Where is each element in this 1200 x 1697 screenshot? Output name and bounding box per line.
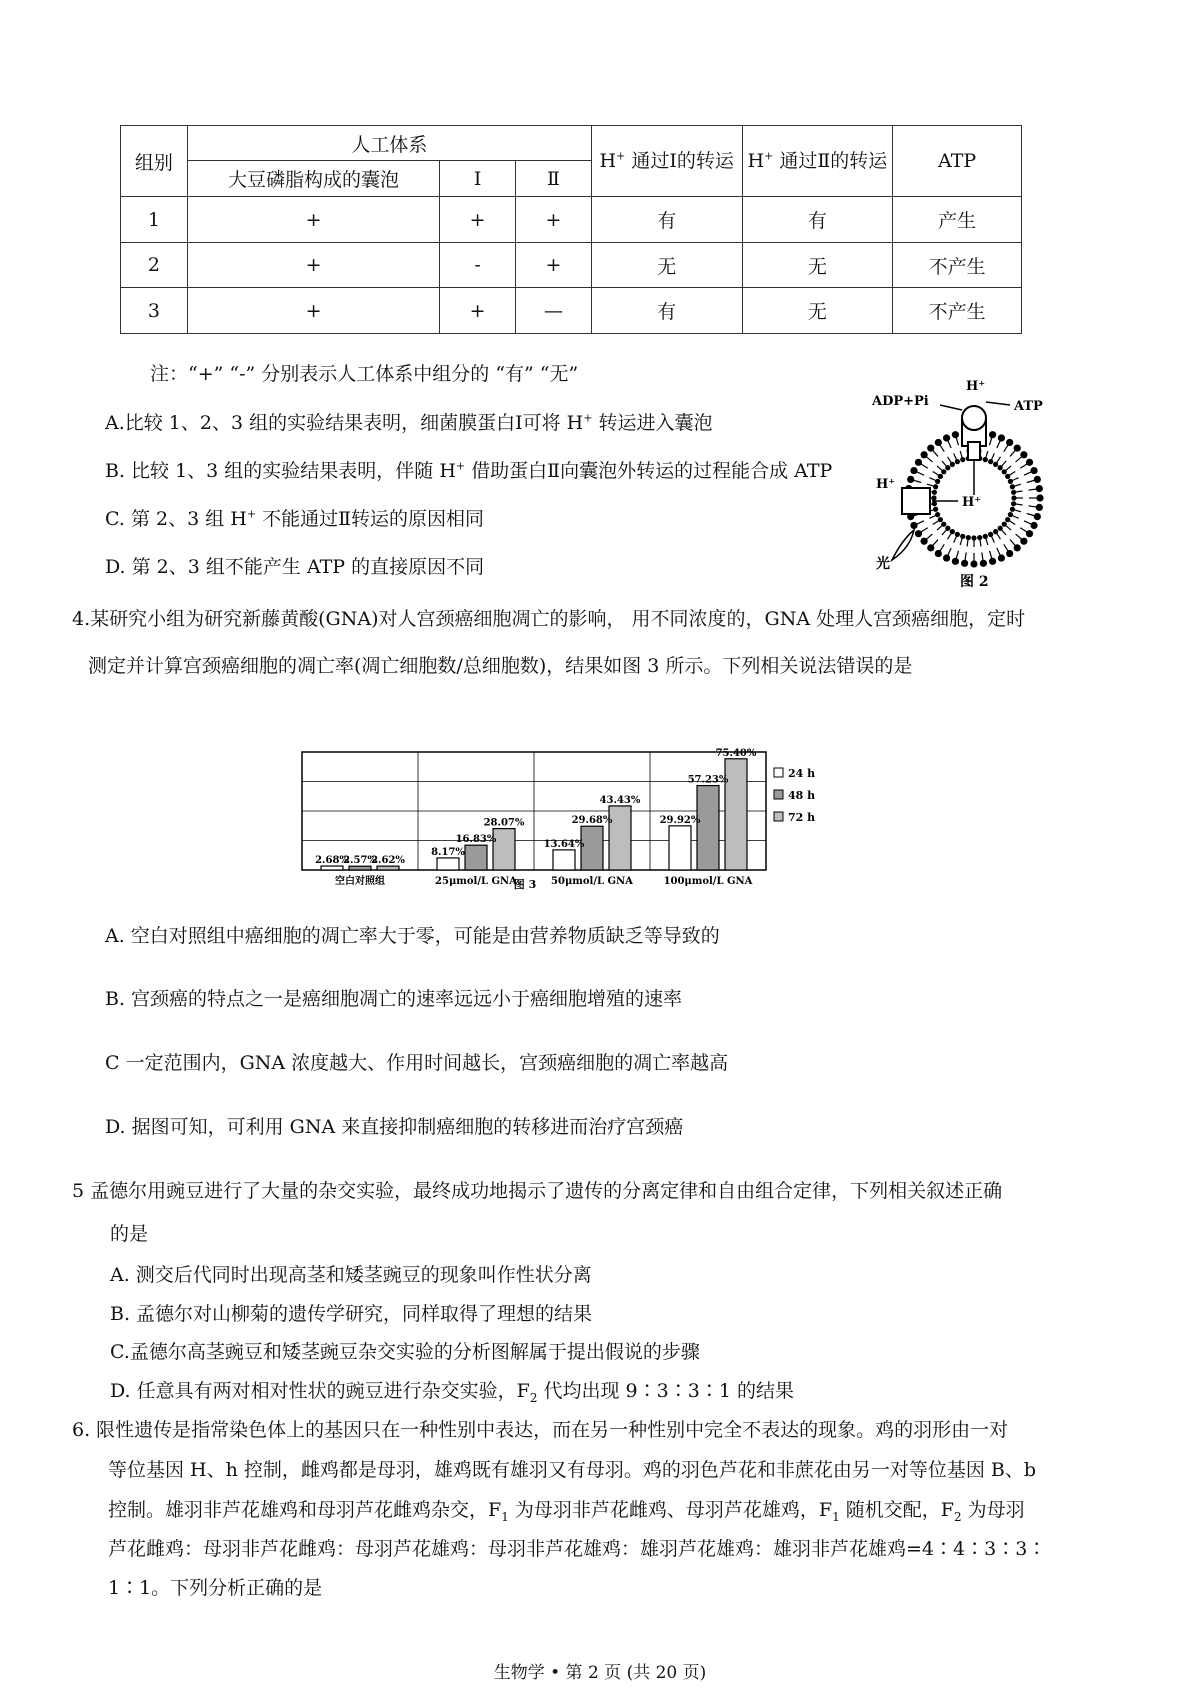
- label-atp: ATP: [1014, 399, 1043, 414]
- label-h-left: H⁺: [876, 477, 896, 492]
- bar: [437, 858, 459, 870]
- atp-synthase-top: [962, 406, 986, 430]
- header-atp: ATP: [893, 126, 1022, 197]
- q5-option-a: A. 测交后代同时出现高茎和矮茎豌豆的现象叫作性状分离: [110, 1264, 592, 1286]
- lipid-tail: [948, 457, 953, 465]
- q6-stem-line-2: 等位基因 H、h 控制，雌鸡都是母羽，雄鸡既有雄羽又有母羽。鸡的羽色芦花和非蔗花由另一对等位基因 B、b: [108, 1459, 1037, 1481]
- bar: [377, 866, 399, 870]
- cell: —: [516, 288, 592, 334]
- cell: 无: [742, 243, 893, 288]
- figure-2-caption: 图 2: [960, 574, 989, 590]
- category-label: 100μmol/L GNA: [663, 876, 753, 887]
- q6-stem-line-4: 芦花雌鸡：母羽非芦花雌鸡：母羽芦花雄鸡：母羽非芦花雄鸡：雄羽芦花雄鸡：雄羽非芦花雄鸡=4∶4∶3∶3∶: [108, 1538, 1047, 1560]
- lipid-tail: [996, 532, 1001, 540]
- category-label: 空白对照组: [335, 876, 385, 887]
- cell: 无: [742, 288, 893, 334]
- lipid-tail: [1000, 461, 1006, 468]
- data-label: 29.92%: [659, 814, 701, 826]
- data-label: 2.57%: [343, 855, 377, 867]
- legend-label: 24 h: [788, 767, 816, 780]
- data-label: 57.23%: [687, 774, 729, 786]
- cell: +: [516, 197, 592, 243]
- header-group: 组别: [121, 126, 188, 197]
- q3-option-a: A.比较 1、2、3 组的实验结果表明，细菌膜蛋白Ⅰ可将 H+ 转运进入囊泡: [105, 411, 713, 434]
- lipid-head: [1008, 512, 1013, 517]
- lipid-head: [952, 558, 959, 565]
- cell: -: [440, 243, 516, 288]
- q5-option-b: B. 孟德尔对山柳菊的遗传学研究，同样取得了理想的结果: [110, 1303, 593, 1325]
- lipid-tail: [933, 520, 941, 525]
- cell: 不产生: [893, 243, 1022, 288]
- category-label: 25μmol/L GNA: [435, 876, 517, 887]
- lipid-head: [1034, 513, 1041, 520]
- lipid-tail: [931, 540, 938, 548]
- category-label: 50μmol/L GNA: [551, 876, 633, 887]
- data-label: 29.68%: [571, 815, 613, 827]
- lipid-tail: [937, 466, 944, 472]
- cell: 产生: [893, 197, 1022, 243]
- lipid-head: [935, 479, 940, 484]
- legend-swatch: [774, 812, 783, 821]
- lipid-tail: [1010, 540, 1017, 548]
- lipid-tail: [1016, 455, 1024, 462]
- lipid-head: [910, 522, 917, 529]
- lipid-head: [910, 467, 917, 474]
- page-footer: 生物学 • 第 2 页 (共 20 页): [493, 1663, 707, 1683]
- q6-stem-line-3: 控制。雄羽非芦花雄鸡和母羽芦花雌鸡杂交，$F_1$ 为母羽非芦花雌鸡、母羽芦花雄鸡，$F_1$ 随机交配，$F_2$ 为母羽: [108, 1499, 1025, 1524]
- lipid-head: [989, 558, 996, 565]
- category-labels: [335, 874, 753, 887]
- table-note: 注：“+” “-” 分别表示人工体系中组分的 “有” “无”: [150, 363, 579, 385]
- atp-synthase-stalk: [968, 442, 980, 460]
- cell: 3: [121, 288, 188, 334]
- figure-2-vesicle-diagram: [872, 379, 1070, 590]
- data-label: 75.40%: [715, 747, 757, 759]
- header-h-through-2: H+ 通过Ⅱ的转运: [742, 126, 893, 197]
- q4-option-c: C 一定范围内，GNA 浓度越大、作用时间越长，宫颈癌细胞的凋亡率越高: [105, 1052, 729, 1074]
- table-row: [121, 243, 1022, 288]
- header-protein-2: Ⅱ: [516, 161, 592, 197]
- data-label: 2.62%: [371, 855, 405, 867]
- q4-option-d: D. 据图可知，可利用 GNA 来直接抑制癌细胞的转移进而治疗宫颈癌: [105, 1116, 684, 1138]
- label-adp: ADP+Pi: [872, 394, 929, 409]
- q4-option-a: A. 空白对照组中癌细胞的凋亡率大于零，可能是由营养物质缺乏等导致的: [105, 925, 720, 947]
- data-label: 13.64%: [543, 838, 585, 850]
- cell: 2: [121, 243, 188, 288]
- figure-3-chart: [300, 700, 840, 890]
- lipid-tail: [931, 448, 938, 456]
- lipid-tail: [1010, 448, 1017, 456]
- cell: 不产生: [893, 288, 1022, 334]
- q4-option-b: B. 宫颈癌的特点之一是癌细胞凋亡的速率远远小于癌细胞增殖的速率: [105, 988, 683, 1010]
- legend-swatch: [774, 768, 783, 777]
- table-row: [121, 288, 1022, 334]
- arrow-line: [940, 405, 962, 410]
- lipid-tail: [924, 455, 932, 462]
- data-label: 16.83%: [455, 834, 497, 846]
- bar: [553, 850, 575, 870]
- lipid-tail: [1000, 528, 1006, 535]
- q6-stem-line-1: 6. 限性遗传是指常染色体上的基因只在一种性别中表达，而在另一种性别中完全不表达的现象。鸡的羽形由一对: [72, 1419, 1009, 1441]
- legend: [774, 767, 815, 824]
- q4-stem-line-2: 测定并计算宫颈癌细胞的凋亡率(凋亡细胞数/总细胞数)，结果如图 3 所示。下列相关说法错误的是: [88, 655, 913, 677]
- q4-stem-line-1: 4.某研究小组为研究新藤黄酸(GNA)对人宫颈癌细胞凋亡的影响， 用不同浓度的，GNA 处理人宫颈癌细胞，定时: [72, 608, 1026, 630]
- lipid-head: [935, 512, 940, 517]
- cell: 1: [121, 197, 188, 243]
- light-icon: [892, 530, 914, 560]
- data-label: 43.43%: [599, 794, 641, 806]
- cell: +: [187, 288, 439, 334]
- lipid-head: [989, 431, 996, 438]
- lipid-tail: [1008, 520, 1016, 525]
- lipid-tail: [996, 457, 1001, 465]
- lipid-head: [952, 431, 959, 438]
- legend-swatch: [774, 790, 783, 799]
- cell: +: [187, 243, 439, 288]
- legend-label: 72 h: [788, 811, 816, 824]
- q3-option-b: B. 比较 1、3 组的实验结果表明，伴随 H+ 借助蛋白Ⅱ向囊泡外转运的过程能合成 ATP: [105, 459, 833, 482]
- cell: 有: [742, 197, 893, 243]
- data-label: 2.68%: [315, 855, 349, 867]
- q6-stem-line-5: 1∶1。下列分析正确的是: [108, 1577, 323, 1599]
- cell: 有: [591, 197, 742, 243]
- table-row: [121, 197, 1022, 243]
- lipid-head: [1034, 476, 1041, 483]
- label-light: 光: [876, 556, 890, 572]
- lipid-head: [1008, 479, 1013, 484]
- lipid-tail: [942, 461, 948, 468]
- lipid-head: [955, 459, 960, 464]
- bar: [697, 786, 719, 870]
- arrow-line: [986, 402, 1010, 405]
- cell: 无: [591, 243, 742, 288]
- lipid-tail: [937, 524, 944, 530]
- data-label: 28.07%: [483, 817, 525, 829]
- bar: [465, 845, 487, 870]
- lipid-tail: [924, 534, 932, 541]
- lipid-tail: [1004, 466, 1011, 472]
- header-h-through-1: H+ 通过Ⅰ的转运: [591, 126, 742, 197]
- lipid-head: [988, 459, 993, 464]
- legend-label: 48 h: [788, 789, 816, 802]
- header-system: 人工体系: [187, 126, 591, 161]
- lipid-head: [955, 532, 960, 537]
- lipid-tail: [1016, 534, 1024, 541]
- q5-stem-line-1: 5 孟德尔用豌豆进行了大量的杂交实验，最终成功地揭示了遗传的分离定律和自由组合定律，下列相关叙述正确: [72, 1180, 1003, 1202]
- q5-option-d: D. 任意具有两对相对性状的豌豆进行杂交实验，$F_2$ 代均出现 9∶3∶3∶1 的结果: [110, 1380, 794, 1405]
- label-h-inner: H⁺: [962, 495, 982, 510]
- lipid-head: [907, 476, 914, 483]
- lipid-tail: [933, 472, 941, 477]
- cell: 有: [591, 288, 742, 334]
- label-h-top: H⁺: [966, 379, 986, 394]
- q3-option-d: D. 第 2、3 组不能产生 ATP 的直接原因不同: [105, 556, 485, 578]
- data-label: 8.17%: [431, 846, 465, 858]
- header-protein-1: Ⅰ: [440, 161, 516, 197]
- bar: [349, 866, 371, 870]
- bar: [321, 866, 343, 870]
- figure-3-caption: 图 3: [513, 878, 537, 891]
- lipid-tail: [1004, 524, 1011, 530]
- cell: +: [516, 243, 592, 288]
- experiment-table: [120, 125, 1022, 334]
- header-vesicle: 大豆磷脂构成的囊泡: [187, 161, 439, 197]
- q5-stem-line-2: 的是: [110, 1223, 149, 1245]
- cell: +: [187, 197, 439, 243]
- bar: [669, 826, 691, 870]
- lipid-tail: [948, 532, 953, 540]
- proton-pump: [902, 488, 930, 514]
- cell: +: [440, 288, 516, 334]
- q5-option-c: C.孟德尔高茎豌豆和矮茎豌豆杂交实验的分析图解属于提出假说的步骤: [110, 1341, 700, 1363]
- lipid-tail: [1008, 472, 1016, 477]
- q3-option-c: C. 第 2、3 组 H+ 不能通过Ⅱ转运的原因相同: [105, 507, 484, 530]
- lipid-head: [988, 532, 993, 537]
- cell: +: [440, 197, 516, 243]
- lipid-tail: [942, 528, 948, 535]
